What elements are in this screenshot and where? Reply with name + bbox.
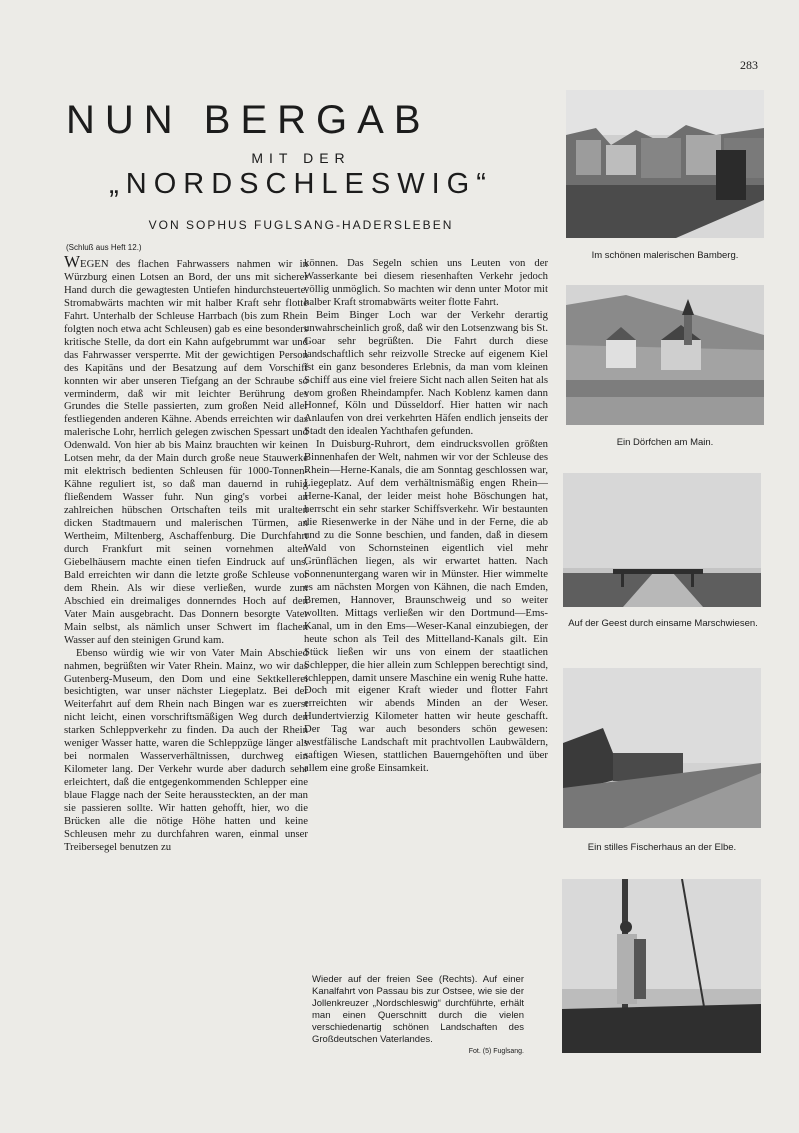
article-subtitle-small: MIT DER xyxy=(251,150,351,166)
paragraph: Ebenso würdig wie wir von Vater Main Abschied nahmen, begrüßten wir Vater Rhein. Mainz, wo wir das Gutenberg-Museum, den Dom und eine Sektkellerei besichtigten, war unser nächster Liegeplatz. Bei der Weiterfahrt auf dem Rhein nach Bingen war es zuerst nicht leicht, einen vorschriftsmäßigen Weg durch den starken Schleppverkehr zu finden. Da auch der Rhein weniger Wasser hatte, waren die Schleppzüge länger als bei normalen Wasserverhältnissen, durchweg ein Kilometer lang. Der Verkehr wurde aber dadurch sehr erleichtert, daß die entgegenkommenden Schlepper eine blaue Flagge nach der Seite heraussteckten, an der man sie passieren sollte. Wir hatten gehofft, hier, wo die Brücken alle die nötige Höhe hatten und keine Schleusen mehr zu durchfahren waren, einmal unser Treibersegel benutzen zu xyxy=(64,646,308,853)
page-number: 283 xyxy=(740,58,758,72)
photo-village xyxy=(566,285,764,425)
main-caption xyxy=(312,974,524,1058)
paragraph xyxy=(64,252,308,647)
article-column-left xyxy=(64,252,308,854)
continuation-note: (Schluß aus Heft 12.) xyxy=(66,243,142,252)
photo-bamberg xyxy=(566,90,764,238)
article-column-right xyxy=(304,257,548,775)
paragraph: In Duisburg-Ruhrort, dem eindrucksvollen größten Binnenhafen der Welt, nahmen wir vor der Schleuse des Rhein—Herne-Kanals, die am Sonntag geschlossen war, Liegeplatz. Auf dem verhältnismäßig engen Rhein—Herne-Kanal, der leider meist hohe Böschungen hat, herrscht ein sehr starker Schiffsverkehr. Wir bestaunten die Riesenwerke in der Nähe und in der Ferne, die ab und zu die Sonne beschien, und fanden, daß in diesem Wald von Schornsteinen eigentlich viel mehr Grünflächen liegen, als wir erwartet hatten. Nach Sonnenuntergang waren wir in Münster. Hier wimmelte es am nächsten Morgen von Kähnen, die nach Emden, Bremen, Hannover, Braunschweig und so weiter wollten. Mittags verließen wir den Dortmund—Ems-Kanal, um in den Ems—Weser-Kanal einzubiegen, der heute schon als Teil des Mittelland-Kanals gilt. Ein Stück ließen wir uns von einem der staatlichen Schlepper, die hier allein zum Schleppen berechtigt sind, schleppen, damit unsere Maschine ein wenig Ruhe hatte. Doch mit eigener Kraft wieder und flotter Fahrt erreichten wir abends Minden an der Weser. Hundertvierzig Kilometer hatten wir heute geschafft. Der Tag war auch besonders schön gewesen: westfälische Landschaft mit prachtvollen Laubwäldern, saftigen Wiesen, stattlichen Bauerngehöften und über allem eine große Einsamkeit. xyxy=(304,438,548,775)
photo-caption-marsh: Auf der Geest durch einsame Marschwiesen. xyxy=(568,618,758,629)
paragraph: Beim Binger Loch war der Verkehr derartig unwahrscheinlich groß, daß wir den Lotsenzwang bis St. Goar sehr begrüßten. Die Fahrt durch diese landschaftlich sehr reizvolle Strecke auf eigenem Kiel ist ein ganz besonderes Erlebnis, da man vom kleinen Schiff aus eine viel freiere Sicht nach allen Seiten hat als vom großen Rheindampfer. Nach Koblenz kamen dann Honnef, Köln und Düsseldorf. Hier hatten wir nach Anlaufen von drei verkehrten Häfen endlich jenseits der Stadt den idealen Yachthafen gefunden. xyxy=(304,308,548,438)
article-title: NUN BERGAB xyxy=(66,98,431,142)
photo-caption-fisherhouse: Ein stilles Fischerhaus an der Elbe. xyxy=(587,842,737,853)
photo-marsh-bridge xyxy=(563,473,761,607)
drop-cap: W xyxy=(64,252,81,271)
photo-caption-bamberg: Im schönen malerischen Bamberg. xyxy=(591,250,739,261)
photo-caption-village: Ein Dörfchen am Main. xyxy=(616,437,714,448)
photo-credit: Fot. (5) Fuglsang. xyxy=(468,1048,524,1055)
article-subtitle-large: „NORDSCHLESWIG“ xyxy=(109,168,493,200)
main-caption-text: Wieder auf der freien See (Rechts). Auf einer Kanalfahrt von Passau bis zur Ostsee, wie sie der Jollenkreuzer „Nordschleswig“ durchführte, erhält man einen Querschnitt durch die vielen verschiedenartig schönen Landschaften des Großdeutschen Vaterlandes. xyxy=(312,974,524,1045)
paragraph: können. Das Segeln schien uns Leuten von der Wasserkante bei diesem riesenhaften Verkehr jedoch völlig unmöglich. So machten wir denn unter Motor mit halber Kraft stromabwärts weiter flotte Fahrt. xyxy=(304,257,548,308)
photo-sailboat xyxy=(562,879,761,1053)
photo-fisherhouse xyxy=(563,668,761,828)
paragraph-text: EGEN des flachen Fahrwassers nahmen wir in Würzburg einen Lotsen an Bord, der uns mit sicherer Hand durch die gewagtesten Untiefen hindurchsteuerte. Stromabwärts machten wir mit halber Kraft sehr flotte Fahrt. Unterhalb der Schleuse Harrbach (bis zum Rhein folgten noch etwa acht Schleusen) gab es eine besonders kritische Stelle, da dort ein Kahn aufgebrummt war und das Fahrwasser versperrte. Mit der gewichtigen Person des Kapitäns und der Besatzung auf dem Vorschiff konnten wir aber unseren Tiefgang an der Schraube so verminderm, daß wir mit leichter Berührung des Grundes die Stelle passierten, zum großen Neid aller festliegenden anderen Kähne. Abends erreichten wir das malerische Lohr, herrlich gelegen zwischen Spessart und Odenwald. Von hier ab bis Mainz brauchten wir keinen Lotsen mehr, da der Main durch große neue Stauwerke mit elektrisch bedienten Schleusen für 1000-Tonnen-Kähne reguliert ist, so daß man dauernd in ruhig fließendem Wasser fuhr. Nun ging's vorbei an zahlreichen hübschen Ortschaften teils mit uralten dicken Stadtmauern und malerischen Türmen, an Wertheim, Miltenberg, Aschaffenburg. Die Durchfahrt durch Frankfurt mit seinen vornehmen alten Giebelhäusern machte einen tiefen Eindruck auf uns. Bald erreichten wir dann die letzte große Schleuse vor dem Rhein. Als wir diese verließen, wurde zum Abschied ein dreimaliges donnerndes Hoch auf den Vater Main ausgebracht. Das Donnern besorgte Vater Main selbst, als nämlich unser Schwert im flachen Wasser auf den steinigen Grund kam. xyxy=(64,258,308,646)
article-byline: VON SOPHUS FUGLSANG-HADERSLEBEN xyxy=(148,218,454,232)
